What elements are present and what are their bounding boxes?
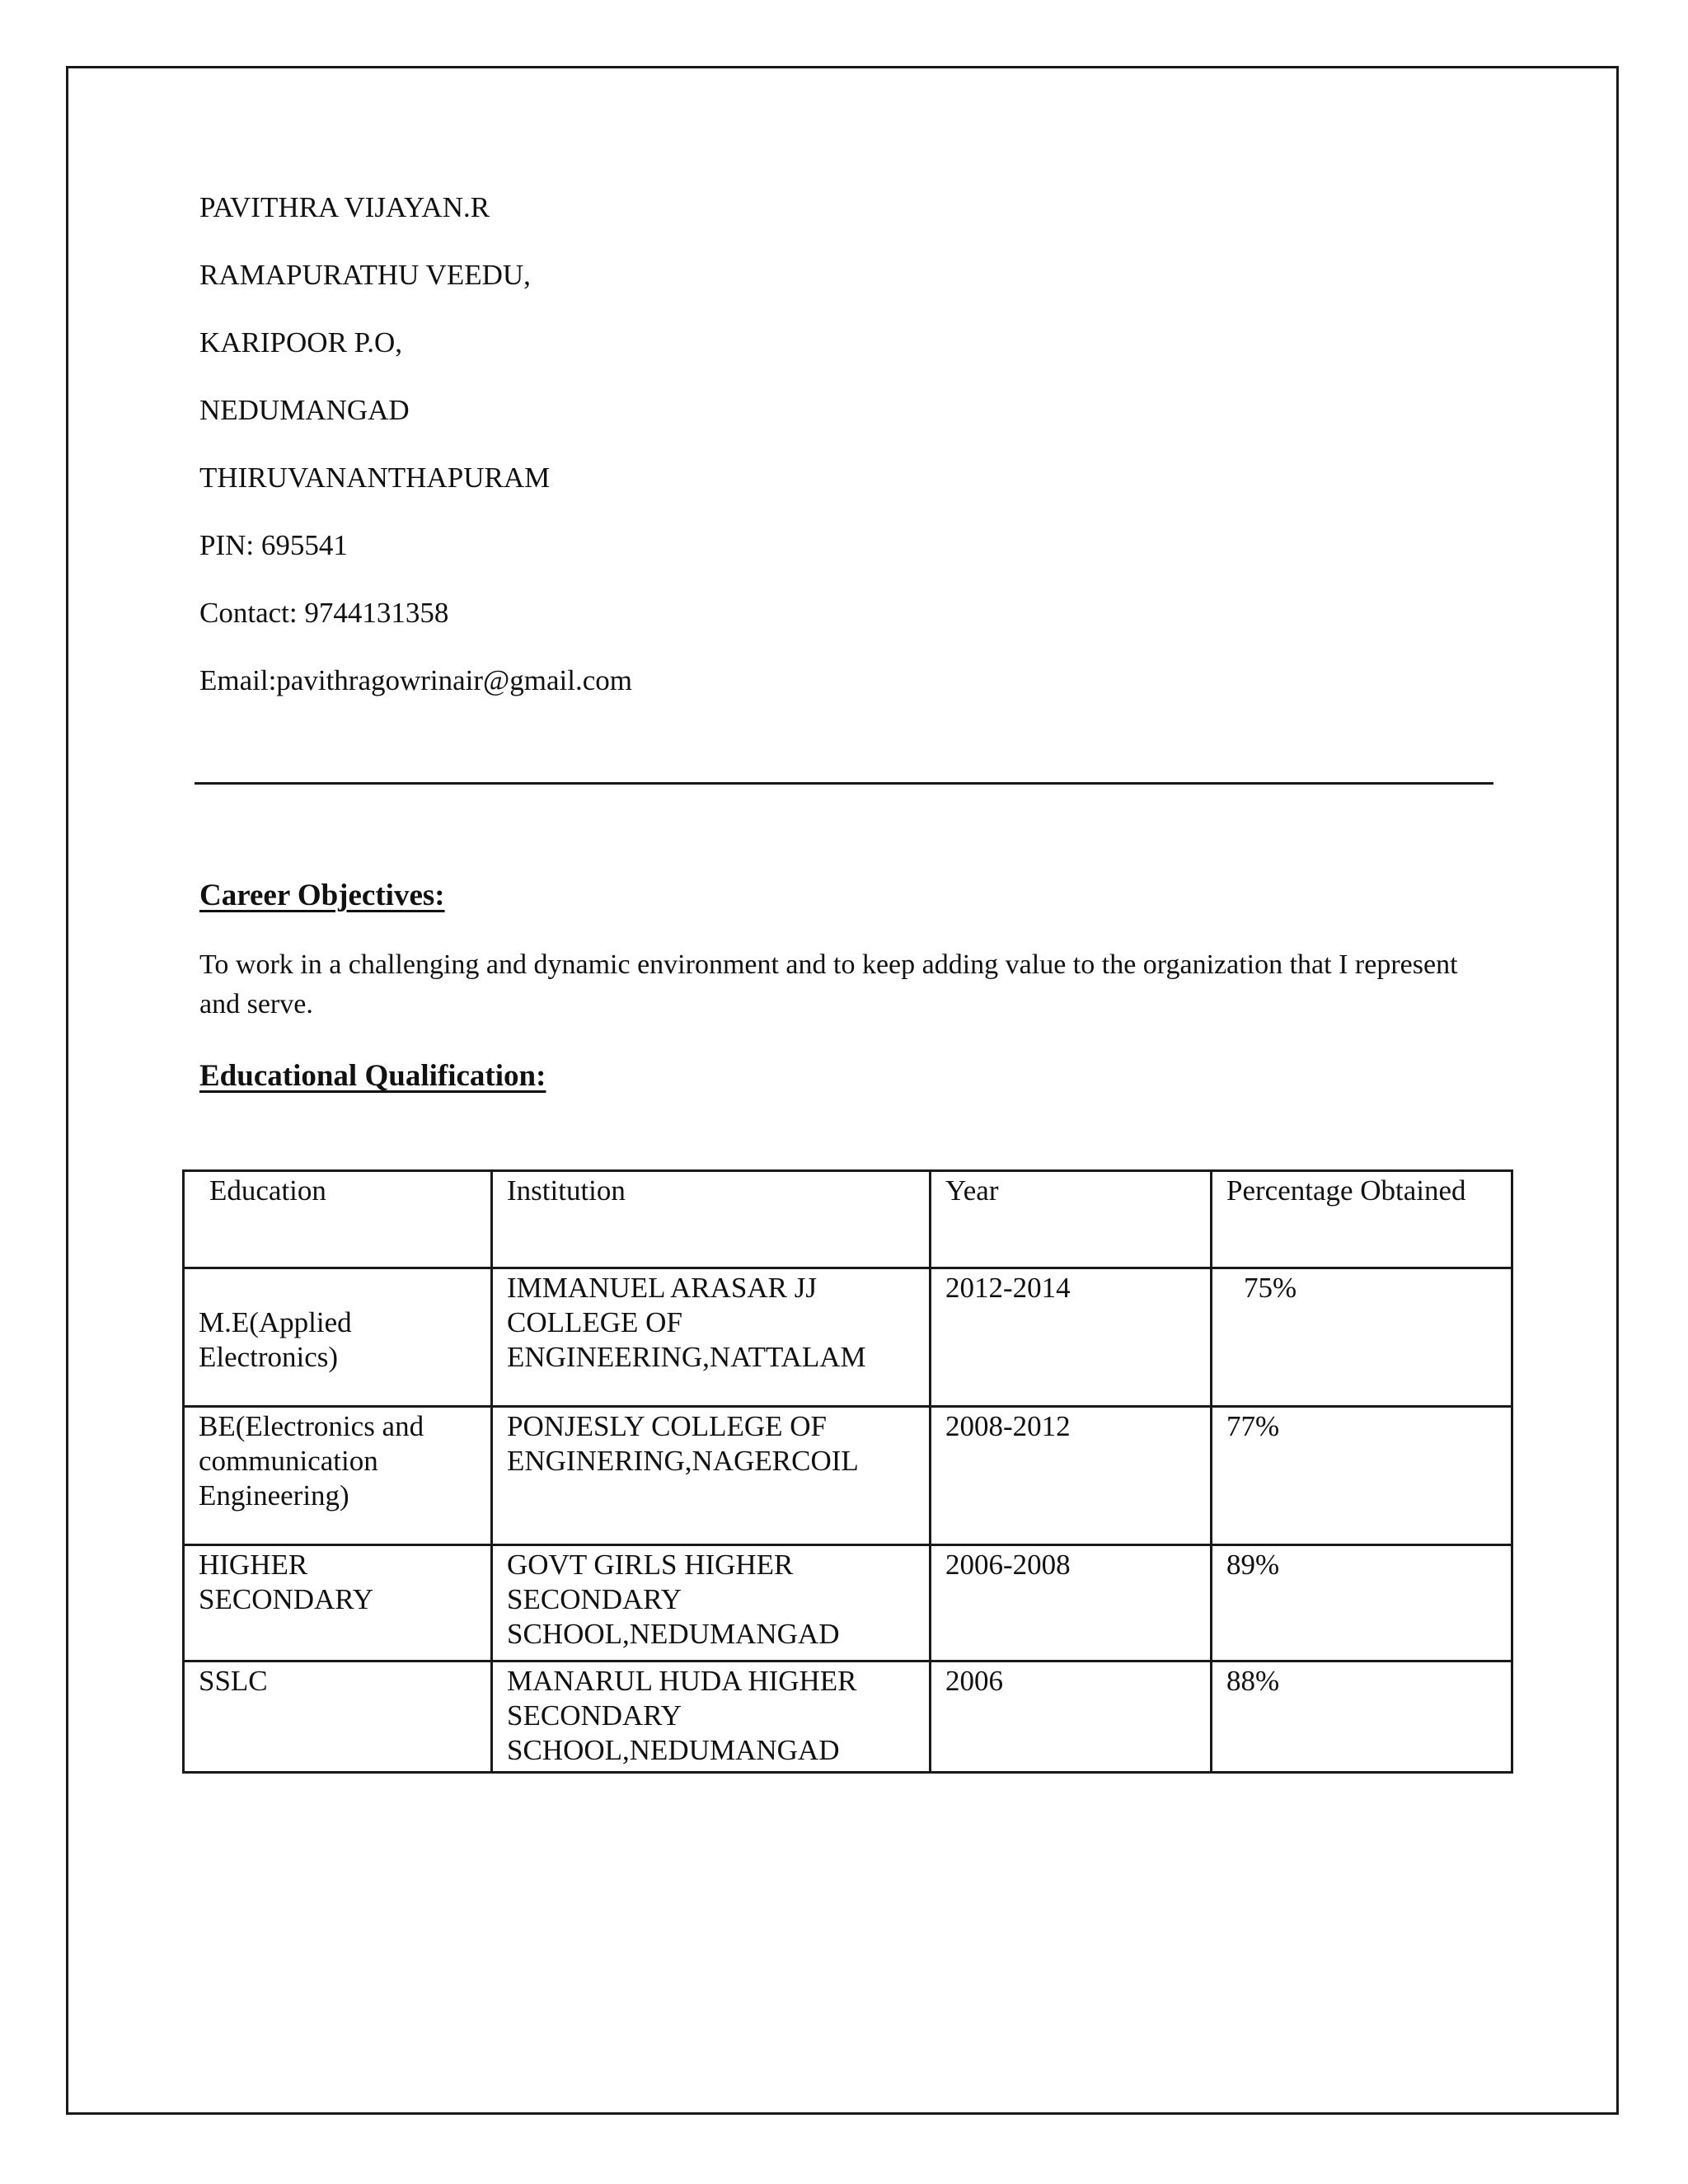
address-line-house: RAMAPURATHU VEEDU, [199, 259, 531, 291]
cell-year: 2012-2014 [931, 1268, 1212, 1407]
header-institution: Institution [492, 1171, 931, 1268]
career-objectives-heading: Career Objectives: [199, 879, 445, 912]
cell-institution: GOVT GIRLS HIGHER SECONDARY SCHOOL,NEDUMANGAD [492, 1545, 931, 1661]
cell-education: M.E(Applied Electronics) [184, 1268, 492, 1407]
cell-percentage: 77% [1212, 1407, 1512, 1545]
cell-institution: MANARUL HUDA HIGHER SECONDARY SCHOOL,NEDUMANGAD [492, 1661, 931, 1773]
address-line-city: THIRUVANANTHAPURAM [199, 462, 551, 494]
contact-email: Email:pavithragowrinair@gmail.com [199, 664, 632, 696]
header-year: Year [931, 1171, 1212, 1268]
table-header-row [184, 1171, 1512, 1268]
career-objective-text: To work in a challenging and dynamic environment and to keep adding value to the organization that I represent and serve. [199, 949, 1458, 1019]
table-row [184, 1545, 1512, 1661]
contact-block [199, 191, 1436, 732]
cell-percentage: 75% [1212, 1268, 1512, 1407]
contact-phone: Contact: 9744131358 [199, 597, 449, 629]
pin-code: PIN: 695541 [199, 529, 348, 561]
cell-institution: PONJESLY COLLEGE OF ENGINERING,NAGERCOIL [492, 1407, 931, 1545]
table-row [184, 1268, 1512, 1407]
address-line-town: NEDUMANGAD [199, 394, 410, 426]
horizontal-divider [195, 782, 1493, 785]
table-row [184, 1407, 1512, 1545]
cell-education: BE(Electronics and communication Engineering) [184, 1407, 492, 1545]
header-percentage: Percentage Obtained [1212, 1171, 1512, 1268]
cell-year: 2006 [931, 1661, 1212, 1773]
applicant-name: PAVITHRA VIJAYAN.R [199, 191, 490, 223]
cell-year: 2008-2012 [931, 1407, 1212, 1545]
cell-education: SSLC [184, 1661, 492, 1773]
educational-qualification-heading: Educational Qualification: [199, 1059, 546, 1093]
cell-education: HIGHER SECONDARY [184, 1545, 492, 1661]
cell-institution: IMMANUEL ARASAR JJ COLLEGE OF ENGINEERING,NATTALAM [492, 1268, 931, 1407]
address-line-post-office: KARIPOOR P.O, [199, 326, 403, 359]
cell-percentage: 88% [1212, 1661, 1512, 1773]
table-row [184, 1661, 1512, 1773]
cell-year: 2006-2008 [931, 1545, 1212, 1661]
cell-percentage: 89% [1212, 1545, 1512, 1661]
education-table [182, 1169, 1513, 1774]
header-education: Education [184, 1171, 492, 1268]
